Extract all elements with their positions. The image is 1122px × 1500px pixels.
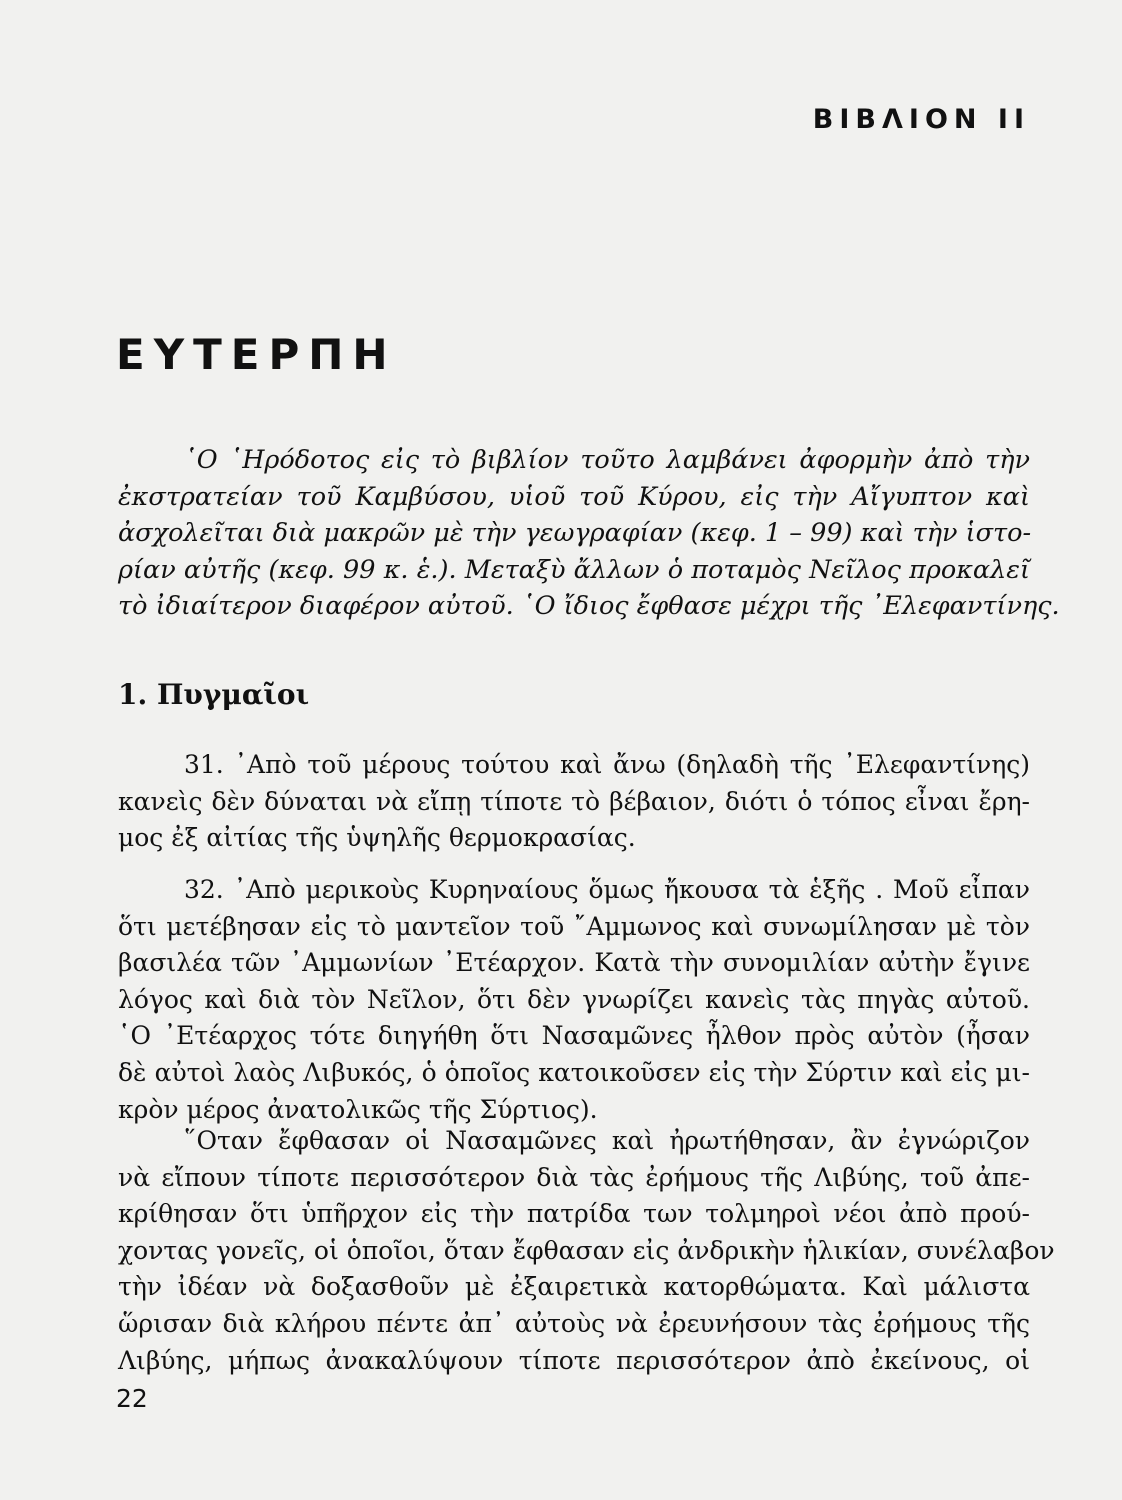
text-line: νὰ εἴπουν τίποτε περισσότερον διὰ τὰς ἐρήμους τῆς Λιβύης, τοῦ ἀπε- [118, 1162, 1030, 1192]
text-line: λόγος καὶ διὰ τὸν Νεῖλον, ὅτι δὲν γνωρίζει κανεὶς τὰς πηγὰς αὐτοῦ. [118, 984, 1030, 1014]
text-line: ρίαν αὐτῆς (κεφ. 99 κ. ἑ.). Μεταξὺ ἄλλων ὁ ποταμὸς Νεῖλος προκαλεῖ [118, 554, 1030, 585]
text-line: ὅτι μετέβησαν εἰς τὸ μαντεῖον τοῦ ῎Αμμωνος καὶ συνωμίλησαν μὲ τὸν [118, 911, 1030, 941]
book-label: ΒΙΒΛΙΟΝ II [812, 104, 1030, 135]
paragraph-32 [118, 872, 1030, 1128]
text-line: τὴν ἰδέαν νὰ δοξασθοῦν μὲ ἐξαιρετικὰ κατορθώματα. Καὶ μάλιστα [118, 1272, 1030, 1302]
text-line: 31. ᾿Απὸ τοῦ μέρους τούτου καὶ ἄνω (δηλαδὴ τῆς ᾿Ελεφαντίνης) [184, 750, 1030, 779]
text-line: Λιβύης, μήπως ἀνακαλύψουν τίποτε περισσότερον ἀπὸ ἐκείνους, οἱ [118, 1345, 1030, 1375]
paragraph-31 [118, 747, 1030, 857]
text-line: ὥρισαν διὰ κλήρου πέντε ἀπ᾿ αὐτοὺς νὰ ἐρευνήσουν τὰς ἐρήμους τῆς [118, 1308, 1030, 1338]
text-line: ῞Οταν ἔφθασαν οἱ Νασαμῶνες καὶ ἠρωτήθησαν, ἂν ἐγνώριζον [184, 1126, 1030, 1155]
page-number: 22 [116, 1384, 148, 1413]
text-line: ἐκστρατείαν τοῦ Καμβύσου, υἱοῦ τοῦ Κύρου, εἰς τὴν Αἴγυπτον καὶ [118, 481, 1030, 512]
intro-summary [118, 442, 1060, 625]
text-line: δὲ αὐτοὶ λαὸς Λιβυκός, ὁ ὁποῖος κατοικοῦσεν εἰς τὴν Σύρτιν καὶ εἰς μι- [118, 1057, 1030, 1087]
text-line: χοντας γονεῖς, οἱ ὁποῖοι, ὅταν ἔφθασαν εἰς ἀνδρικὴν ἡλικίαν, συνέλαβον [118, 1235, 1055, 1265]
text-line: βασιλέα τῶν ᾿Αμμωνίων ᾿Ετέαρχον. Κατὰ τὴν συνομιλίαν αὐτὴν ἔγινε [118, 948, 1030, 978]
text-line: τὸ ἰδιαίτερον διαφέρον αὐτοῦ. ῾Ο ἴδιος ἔφθασε μέχρι τῆς ᾿Ελεφαντίνης. [118, 591, 1060, 622]
text-line: κρίθησαν ὅτι ὑπῆρχον εἰς τὴν πατρίδα των τολμηροὶ νέοι ἀπὸ πρού- [118, 1199, 1030, 1229]
text-line: 32. ᾿Απὸ μερικοὺς Κυρηναίους ὅμως ἤκουσα τὰ ἑξῆς . Μοῦ εἶπαν [184, 875, 1030, 904]
chapter-title: ΕΥΤΕΡΠΗ [116, 330, 397, 379]
text-line: κρὸν μέρος ἀνατολικῶς τῆς Σύρτιος). [118, 1094, 598, 1124]
paragraph-32-continued [118, 1123, 1055, 1379]
section-heading: 1. Πυγμαῖοι [118, 678, 310, 711]
text-line: ῾Ο ῾Ηρόδοτος εἰς τὸ βιβλίον τοῦτο λαμβάνει ἀφορμὴν ἀπὸ τὴν [184, 445, 1030, 475]
text-line: ῾Ο ᾿Ετέαρχος τότε διηγήθη ὅτι Νασαμῶνες ἦλθον πρὸς αὐτὸν (ἦσαν [118, 1021, 1030, 1051]
text-line: μος ἐξ αἰτίας τῆς ὑψηλῆς θερμοκρασίας. [118, 823, 636, 853]
text-line: ἀσχολεῖται διὰ μακρῶν μὲ τὴν γεωγραφίαν (κεφ. 1 – 99) καὶ τὴν ἱστο- [118, 518, 1032, 549]
text-line: κανεὶς δὲν δύναται νὰ εἴπῃ τίποτε τὸ βέβαιον, διότι ὁ τόπος εἶναι ἔρη- [118, 786, 1030, 816]
